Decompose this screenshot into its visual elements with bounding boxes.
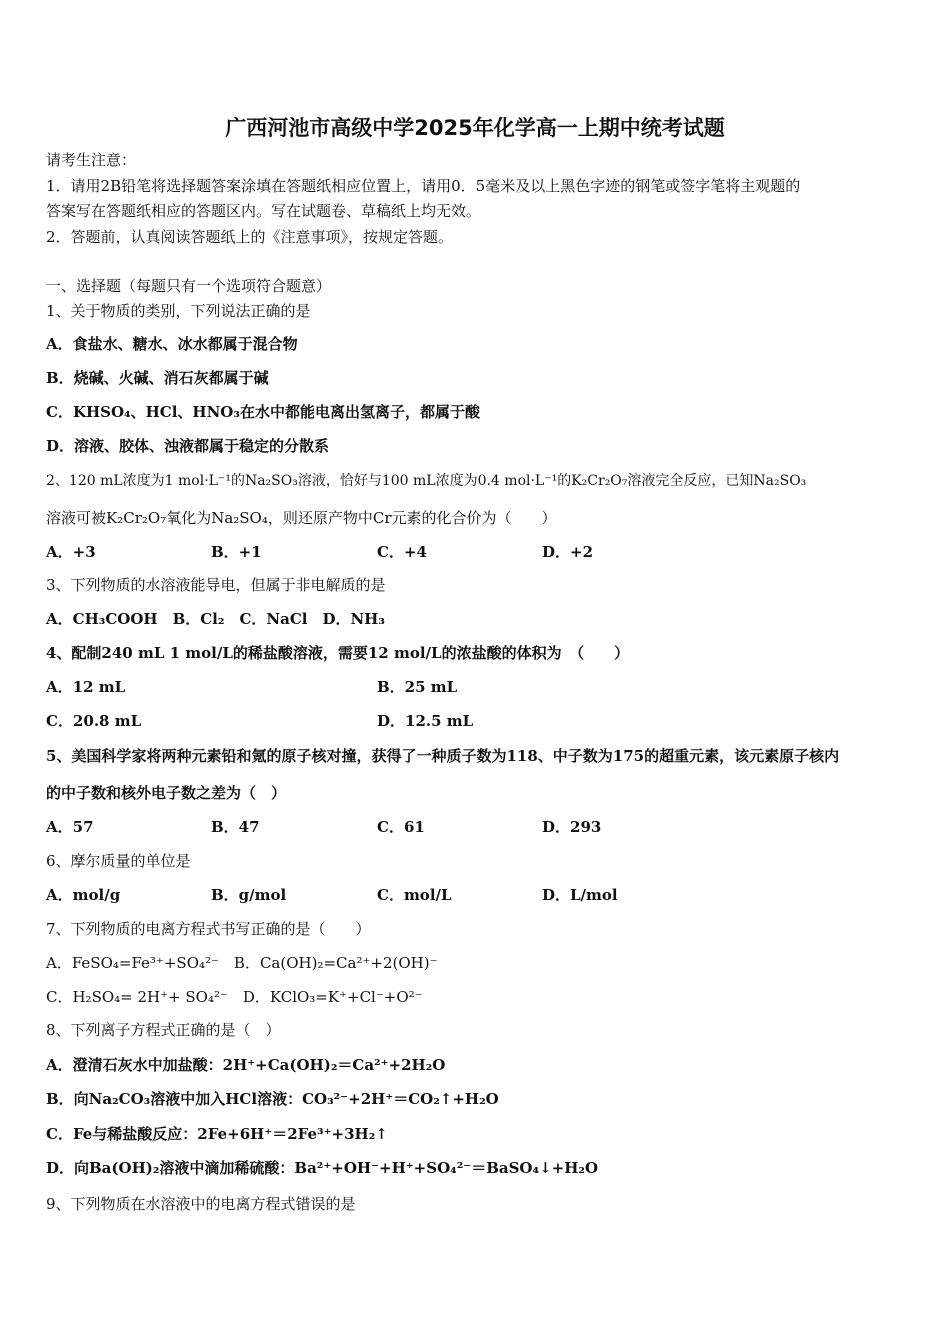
question-6-option-b: B．g/mol [211,886,287,904]
question-8-option-d: D．向Ba(OH)₂溶液中滴加稀硫酸：Ba²⁺+OH⁻+H⁺+SO₄²⁻＝BaSO₄↓+H₂O [46,1159,599,1177]
question-8-option-b: B．向Na₂CO₃溶液中加入HCl溶液：CO₃²⁻+2H⁺＝CO₂↑+H₂O [46,1090,499,1108]
question-5-option-a: A．57 [46,818,94,836]
question-2-option-a: A．+3 [46,543,96,561]
question-4-option-a: A．12 mL [46,678,126,696]
question-5-option-d: D．293 [542,818,602,836]
question-2-option-b: B．+1 [211,543,262,561]
notice-heading: 请考生注意： [46,151,137,169]
question-1-option-c: C．KHSO₄、HCl、HNO₃在水中都能电离出氢离子，都属于酸 [46,403,480,421]
question-2-stem-line1: 2、120 mL浓度为1 mol·L⁻¹的Na₂SO₃溶液，恰好与100 mL浓度为0.4 mol·L⁻¹的K₂Cr₂O₇溶液完全反应，已知Na₂SO₃ [46,473,807,489]
question-4-option-c: C．20.8 mL [46,712,142,730]
question-3-options: A．CH₃COOH B．Cl₂ C．NaCl D．NH₃ [46,610,385,628]
question-7-options-ab: A．FeSO₄=Fe³⁺+SO₄²⁻ B．Ca(OH)₂=Ca²⁺+2(OH)⁻ [46,954,438,972]
question-4-option-b: B．25 mL [377,678,458,696]
question-1-stem: 1、关于物质的类别，下列说法正确的是 [46,302,311,320]
question-5-stem-line1: 5、美国科学家将两种元素铅和氪的原子核对撞，获得了一种质子数为118、中子数为175的超重元素，该元素原子核内 [46,747,840,765]
notice-item-1b: 答案写在答题纸相应的答题区内。写在试题卷、草稿纸上均无效。 [46,202,482,220]
question-6-option-d: D．L/mol [542,886,618,904]
question-9-stem: 9、下列物质在水溶液中的电离方程式错误的是 [46,1195,356,1213]
question-7-options-cd: C．H₂SO₄= 2H⁺+ SO₄²⁻ D．KClO₃=K⁺+Cl⁻+O²⁻ [46,988,423,1006]
question-8-option-c: C．Fe与稀盐酸反应：2Fe+6H⁺＝2Fe³⁺+3H₂↑ [46,1125,388,1143]
page-title: 广西河池市高级中学2025年化学高一上期中统考试题 [225,116,725,140]
question-3-stem: 3、下列物质的水溶液能导电，但属于非电解质的是 [46,576,386,594]
question-2-stem-line2: 溶液可被K₂Cr₂O₇氧化为Na₂SO₄，则还原产物中Cr元素的化合价为（ ） [46,509,557,527]
section-heading: 一、选择题（每题只有一个选项符合题意） [46,277,332,295]
question-1-option-b: B．烧碱、火碱、消石灰都属于碱 [46,369,269,387]
question-2-option-c: C．+4 [377,543,427,561]
question-6-option-a: A．mol/g [46,886,121,904]
question-1-option-a: A．食盐水、糖水、冰水都属于混合物 [46,335,298,353]
question-8-stem: 8、下列离子方程式正确的是（ ） [46,1021,281,1039]
question-4-option-d: D．12.5 mL [377,712,474,730]
question-8-option-a: A．澄清石灰水中加盐酸：2H⁺+Ca(OH)₂＝Ca²⁺+2H₂O [46,1056,446,1074]
question-1-option-d: D．溶液、胶体、浊液都属于稳定的分散系 [46,437,330,455]
notice-item-1a: 1．请用2B铅笔将选择题答案涂填在答题纸相应位置上，请用0．5毫米及以上黑色字迹的钢笔或签字笔将主观题的 [46,177,801,195]
question-7-stem: 7、下列物质的电离方程式书写正确的是（ ） [46,920,371,938]
question-6-stem: 6、摩尔质量的单位是 [46,852,191,870]
notice-item-2: 2．答题前，认真阅读答题纸上的《注意事项》，按规定答题。 [46,228,454,246]
question-5-stem-line2: 的中子数和核外电子数之差为（ ） [46,784,287,802]
question-5-option-b: B．47 [211,818,260,836]
question-2-option-d: D．+2 [542,543,594,561]
question-6-option-c: C．mol/L [377,886,452,904]
question-5-option-c: C．61 [377,818,425,836]
question-4-stem: 4、配制240 mL 1 mol/L的稀盐酸溶液，需要12 mol/L的浓盐酸的体积为 （ ） [46,644,630,662]
